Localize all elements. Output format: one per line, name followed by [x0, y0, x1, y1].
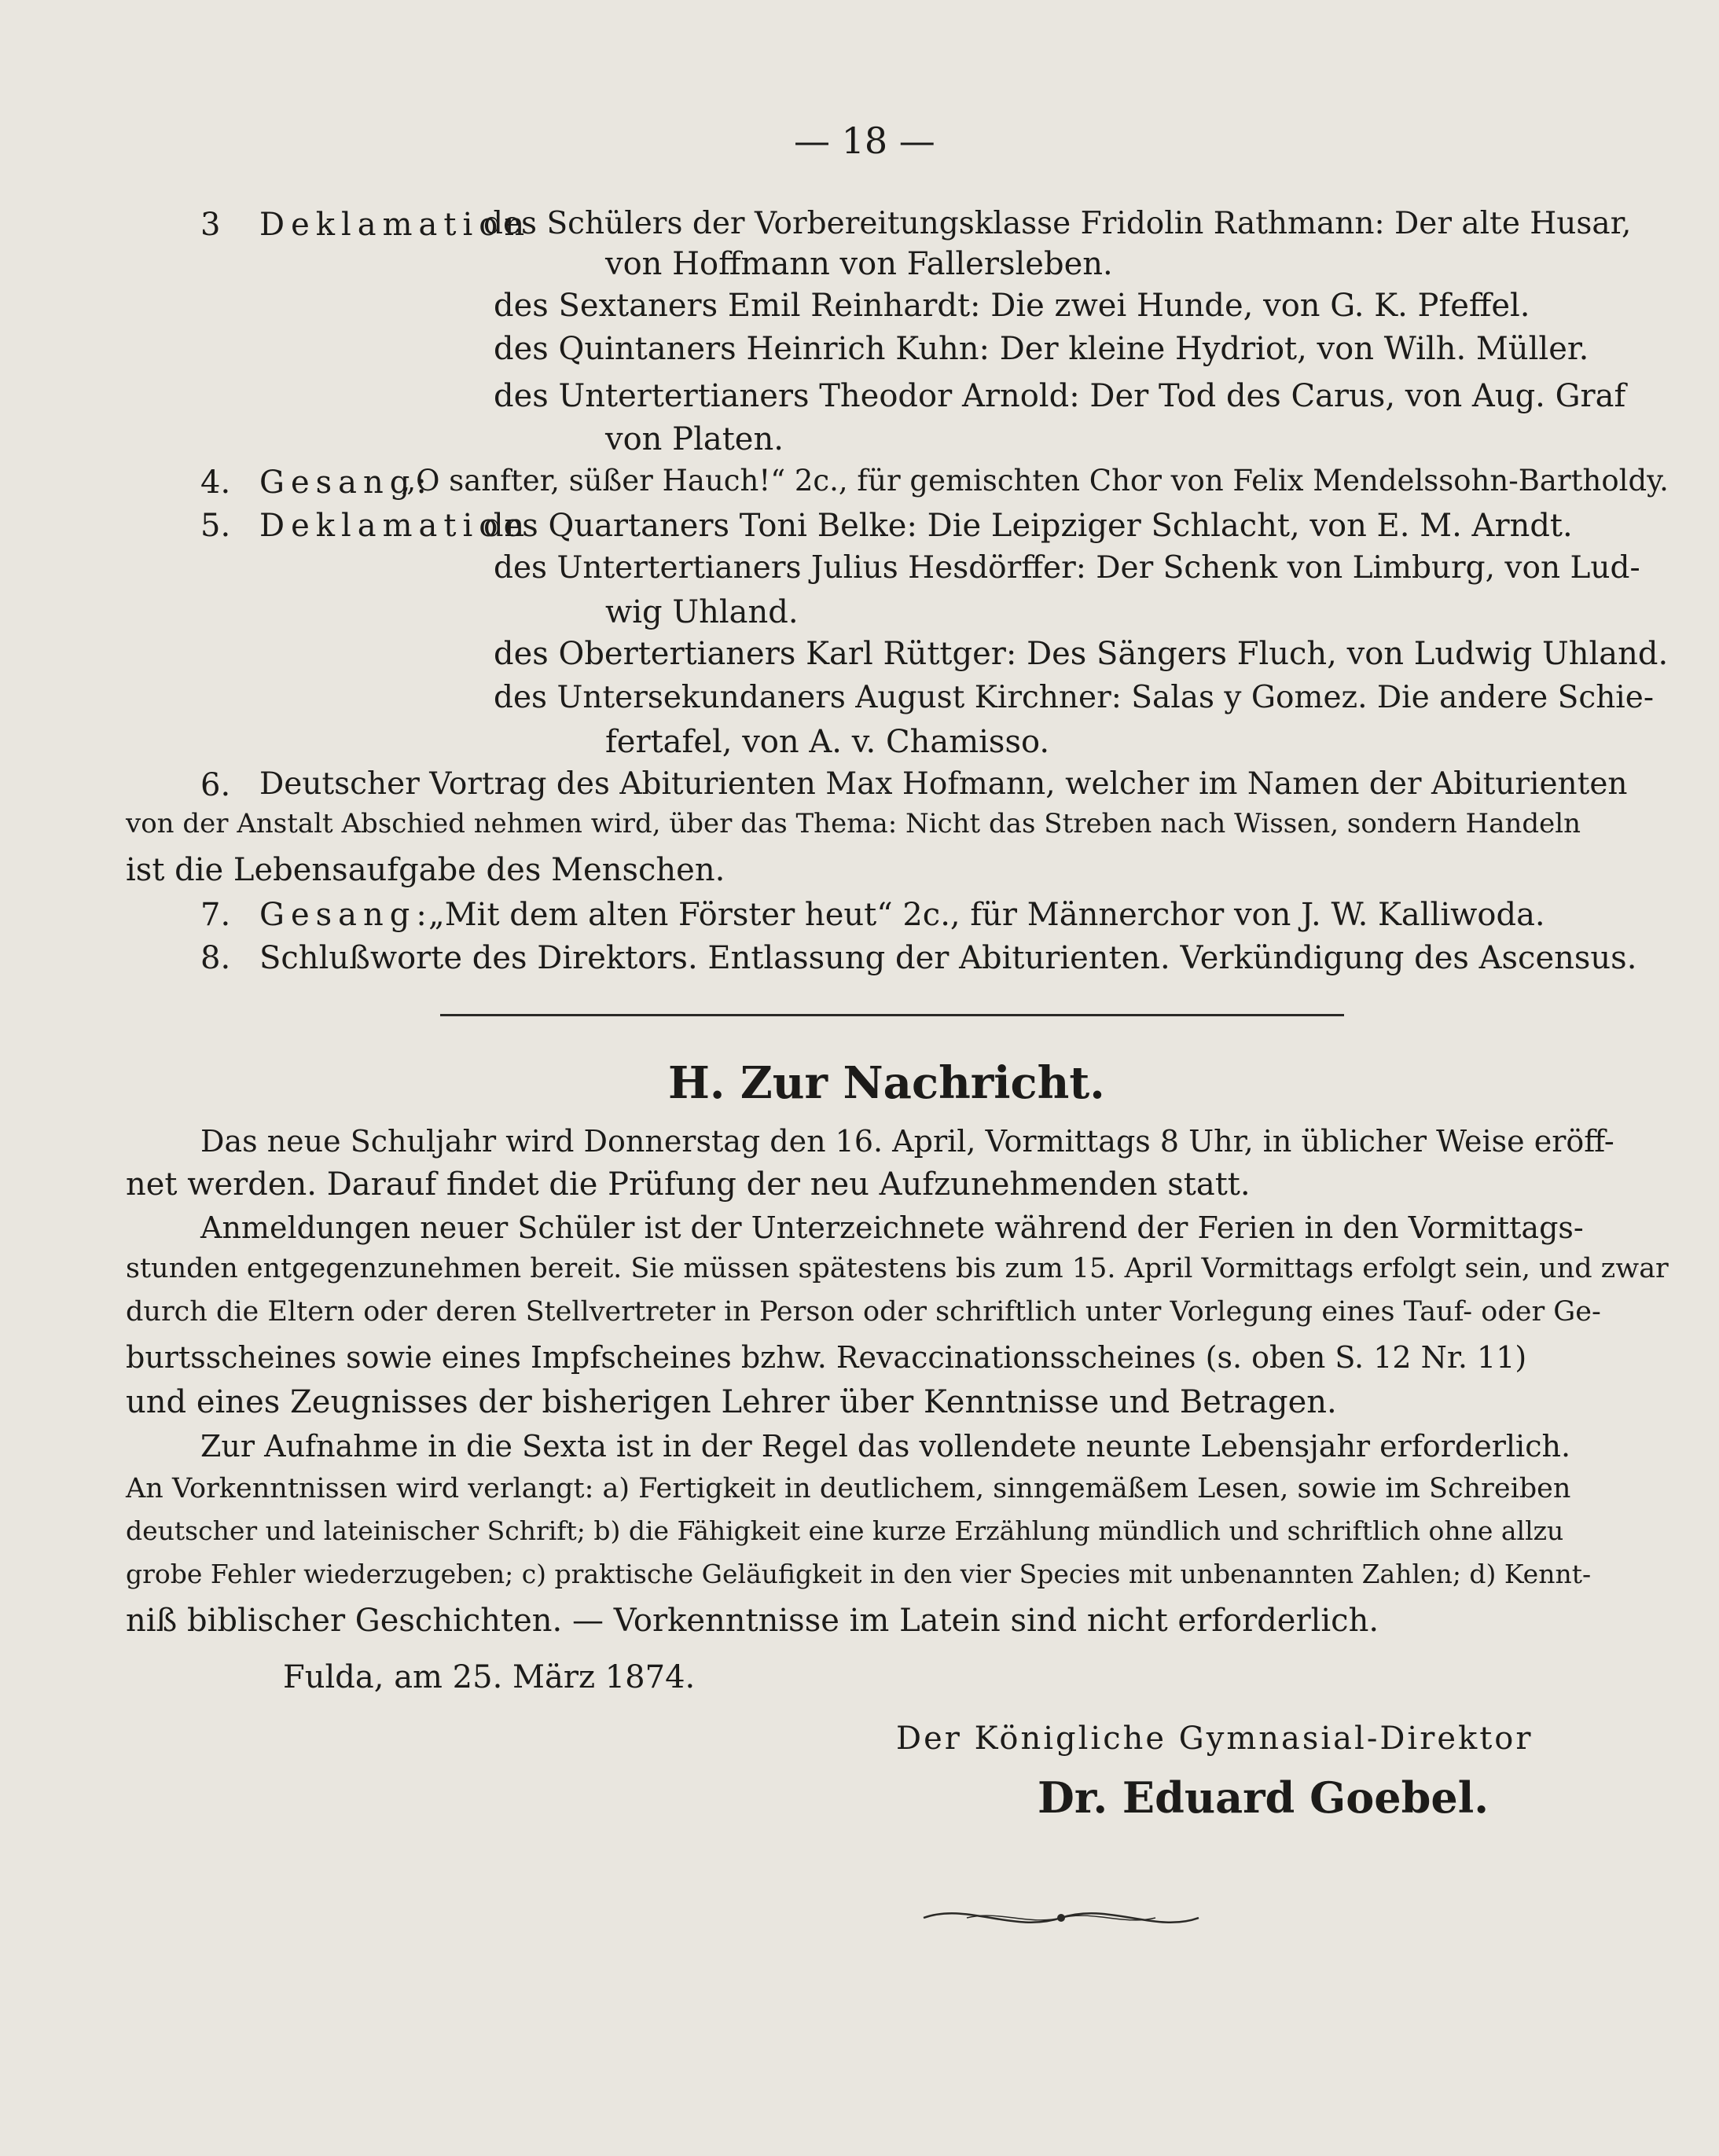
- program-item-3-line: des Untertertianers Theodor Arnold: Der Tod des Carus, von Aug. Graf: [494, 378, 1626, 414]
- program-item-3-number: 3: [200, 207, 221, 243]
- program-item-3-line: des Schülers der Vorbereitungsklasse Fridolin Rathmann: Der alte Husar,: [483, 206, 1632, 241]
- paragraph-line: An Vorkenntnissen wird verlangt: a) Fertigkeit in deutlichem, sinngemäßem Lesen, sowie im Schreiben: [126, 1473, 1571, 1504]
- signatory-role: Der Königliche Gymnasial-Direktor: [896, 1721, 1534, 1757]
- program-item-6-number: 6.: [200, 767, 231, 803]
- program-item-5-label: Deklamation: [259, 508, 531, 544]
- program-item-5-line: des Obertertianers Karl Rüttger: Des Sängers Fluch, von Ludwig Uhland.: [494, 636, 1669, 672]
- program-item-6-line: Deutscher Vortrag des Abiturienten Max Hofmann, welcher im Namen der Abiturienten: [259, 766, 1628, 802]
- program-item-4-label: Gesang:: [259, 465, 433, 501]
- program-item-3-line: von Platen.: [605, 421, 784, 457]
- program-item-4-number: 4.: [200, 465, 231, 501]
- section-heading: H. Zur Nachricht.: [668, 1057, 1105, 1109]
- paragraph-line: Anmeldungen neuer Schüler ist der Unterzeichnete während der Ferien in den Vormittags-: [200, 1210, 1584, 1245]
- program-item-5-number: 5.: [200, 508, 231, 544]
- paragraph-line: stunden entgegenzunehmen bereit. Sie müssen spätestens bis zum 15. April Vormittags erfolgt sein, und zwar: [126, 1253, 1669, 1284]
- ornament-flourish: [920, 1898, 1203, 1937]
- program-item-5-line: wig Uhland.: [605, 594, 799, 630]
- paragraph-line: net werden. Darauf findet die Prüfung der neu Aufzunehmenden statt.: [126, 1166, 1251, 1203]
- program-item-3-line: des Sextaners Emil Reinhardt: Die zwei Hunde, von G. K. Pfeffel.: [494, 288, 1530, 324]
- program-item-8-number: 8.: [200, 940, 231, 976]
- paragraph-line: burtsscheines sowie eines Impfscheines bzhw. Revaccinationsscheines (s. oben S. 12 Nr. 11): [126, 1340, 1527, 1375]
- program-item-3-line: des Quintaners Heinrich Kuhn: Der kleine Hydriot, von Wilh. Müller.: [494, 331, 1589, 367]
- paragraph-line: grobe Fehler wiederzugeben; c) praktische Geläufigkeit in den vier Species mit unbenannten Zahlen; d) Kennt-: [126, 1559, 1592, 1589]
- program-item-5-line: fertafel, von A. v. Chamisso.: [605, 724, 1050, 760]
- paragraph-line: Zur Aufnahme in die Sexta ist in der Regel das vollendete neunte Lebensjahr erforderlich.: [200, 1429, 1571, 1464]
- program-item-6-line: von der Anstalt Abschied nehmen wird, über das Thema: Nicht das Streben nach Wissen, sondern Handeln: [126, 808, 1581, 839]
- program-item-4-text: „O sanfter, süßer Hauch!“ 2c., für gemischten Chor von Felix Mendelssohn-Bartholdy.: [401, 464, 1669, 498]
- program-item-7-text: „Mit dem alten Förster heut“ 2c., für Männerchor von J. W. Kalliwoda.: [428, 897, 1545, 933]
- paragraph-line: durch die Eltern oder deren Stellvertreter in Person oder schriftlich unter Vorlegung eines Tauf- oder Ge-: [126, 1296, 1601, 1328]
- program-item-5-line: des Untersekundaners August Kirchner: Salas y Gomez. Die andere Schie-: [494, 680, 1655, 715]
- program-item-6-line: ist die Lebensaufgabe des Menschen.: [126, 852, 725, 888]
- signatory-name: Dr. Eduard Goebel.: [1038, 1772, 1489, 1823]
- paragraph-line: und eines Zeugnisses der bisherigen Lehrer über Kenntnisse und Betragen.: [126, 1384, 1337, 1420]
- program-item-5-line: des Untertertianers Julius Hesdörffer: Der Schenk von Limburg, von Lud-: [494, 550, 1640, 586]
- program-item-7-label: Gesang:: [259, 897, 433, 933]
- program-item-3-label: Deklamation: [259, 207, 531, 243]
- program-item-5-line: des Quartaners Toni Belke: Die Leipziger Schlacht, von E. M. Arndt.: [483, 508, 1573, 544]
- program-item-8-text: Schlußworte des Direktors. Entlassung der Abiturienten. Verkündigung des Ascensus.: [259, 940, 1637, 976]
- paragraph-line: Das neue Schuljahr wird Donnerstag den 16. April, Vormittags 8 Uhr, in üblicher Weise eröff-: [200, 1124, 1614, 1159]
- program-item-3-line: von Hoffmann von Fallersleben.: [605, 246, 1113, 282]
- place-date: Fulda, am 25. März 1874.: [283, 1659, 696, 1695]
- section-divider: [440, 1014, 1344, 1016]
- paragraph-line: deutscher und lateinischer Schrift; b) die Fähigkeit eine kurze Erzählung mündlich und schriftlich ohne allzu: [126, 1515, 1564, 1546]
- program-item-7-number: 7.: [200, 897, 231, 933]
- page-number: — 18 —: [794, 119, 935, 162]
- paragraph-line: niß biblischer Geschichten. — Vorkenntnisse im Latein sind nicht erforderlich.: [126, 1603, 1379, 1639]
